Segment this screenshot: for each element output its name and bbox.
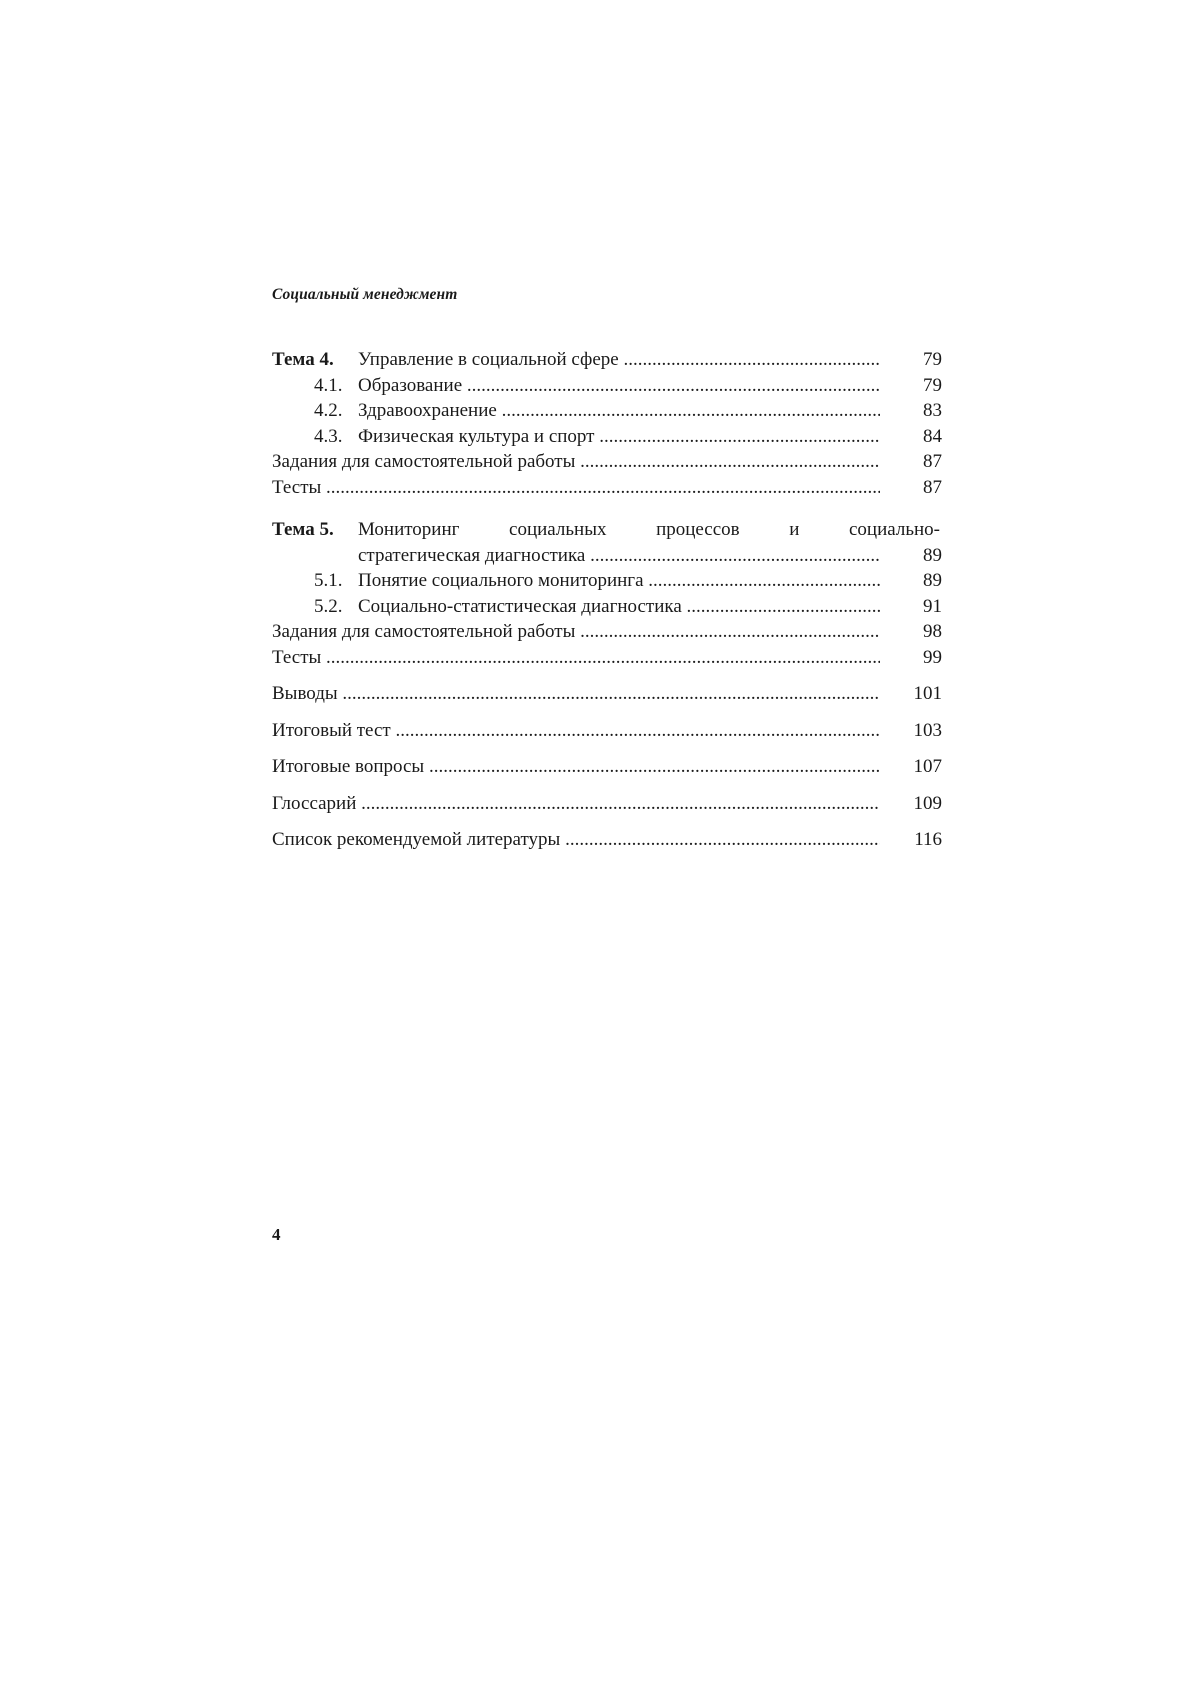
toc-item-title: Здравоохранение: [358, 400, 497, 421]
toc-item-title: Глоссарий .....: [272, 791, 880, 817]
toc-item-title: Итоговые вопросы .....: [272, 754, 880, 780]
toc-entry-topic-4-tests[interactable]: [272, 475, 942, 501]
toc-item-title: Понятие социального мониторинга: [358, 570, 644, 591]
toc-item-number: 4.1.: [314, 374, 343, 396]
toc-item-title: Задания для самостоятельной работы .....: [272, 619, 880, 645]
toc-topic-title-line-2: стратегическая диагностика .....: [272, 543, 880, 569]
toc-item-title: Список рекомендуемой литературы .....: [272, 827, 880, 853]
toc-entry-topic-5-tests[interactable]: [272, 645, 942, 671]
toc-page-number: 109: [882, 791, 942, 817]
toc-entry-conclusions[interactable]: [272, 681, 942, 707]
toc-item-title: Задания для самостоятельной работы .....: [272, 449, 880, 475]
toc-item-number: 5.1.: [314, 570, 343, 591]
toc-page-number: 83: [882, 398, 942, 424]
toc-item-number: 5.2.: [314, 595, 343, 617]
toc-page-number: 103: [882, 718, 942, 744]
toc-page-number: 91: [882, 594, 942, 620]
toc-page-number: 87: [882, 449, 942, 475]
toc-page-number: 99: [882, 645, 942, 671]
page-number: 4: [272, 1225, 281, 1244]
toc-entry-topic-4-tasks[interactable]: [272, 449, 942, 475]
toc-entry-4-2[interactable]: [272, 398, 942, 424]
toc-topic-label: Тема 5.: [272, 519, 334, 540]
toc-entry-4-3[interactable]: [272, 424, 942, 450]
toc-page-number: 116: [882, 827, 942, 853]
toc-item-title: Социально-статистическая диагностика: [358, 595, 682, 617]
toc-topic-title: Управление в социальной сфере: [358, 349, 619, 370]
toc-item-title: Итоговый тест .....: [272, 718, 880, 744]
toc-entry-references[interactable]: [272, 827, 942, 853]
toc-page-number: 84: [882, 424, 942, 450]
toc-page-number: 87: [882, 475, 942, 501]
toc-item-number: 4.2.: [314, 400, 343, 421]
table-of-contents: [272, 347, 942, 853]
toc-entry-final-test[interactable]: [272, 718, 942, 744]
running-header: Социальный менеджмент: [272, 286, 458, 303]
toc-item-number: 4.3.: [314, 425, 343, 447]
toc-entry-glossary[interactable]: [272, 791, 942, 817]
toc-item-title: Тесты .....: [272, 645, 880, 671]
toc-page-number: 101: [882, 681, 942, 707]
toc-page-number: 89: [882, 543, 942, 569]
toc-entry-topic-4[interactable]: [272, 347, 942, 373]
toc-page-number: 79: [882, 347, 942, 373]
toc-page-number: 89: [882, 568, 942, 594]
toc-item-title: Выводы .....: [272, 681, 880, 707]
toc-item-title: Физическая культура и спорт: [358, 425, 595, 447]
toc-entry-topic-5-line-1[interactable]: [272, 517, 942, 543]
toc-page-number: 107: [882, 754, 942, 780]
toc-entry-4-1[interactable]: [272, 373, 942, 399]
toc-item-title: Образование: [358, 374, 463, 396]
toc-topic-title-line-1: Мониторинг социальных процессов и социально-: [358, 519, 940, 540]
toc-entry-5-1[interactable]: [272, 568, 942, 594]
toc-item-title: Тесты .....: [272, 475, 880, 501]
toc-entry-5-2[interactable]: [272, 594, 942, 620]
toc-page-number: 98: [882, 619, 942, 645]
toc-page-number: 79: [882, 373, 942, 399]
toc-entry-final-questions[interactable]: [272, 754, 942, 780]
toc-entry-topic-5-line-2[interactable]: [272, 543, 942, 569]
toc-entry-topic-5-tasks[interactable]: [272, 619, 942, 645]
toc-topic-label: Тема 4.: [272, 349, 334, 370]
